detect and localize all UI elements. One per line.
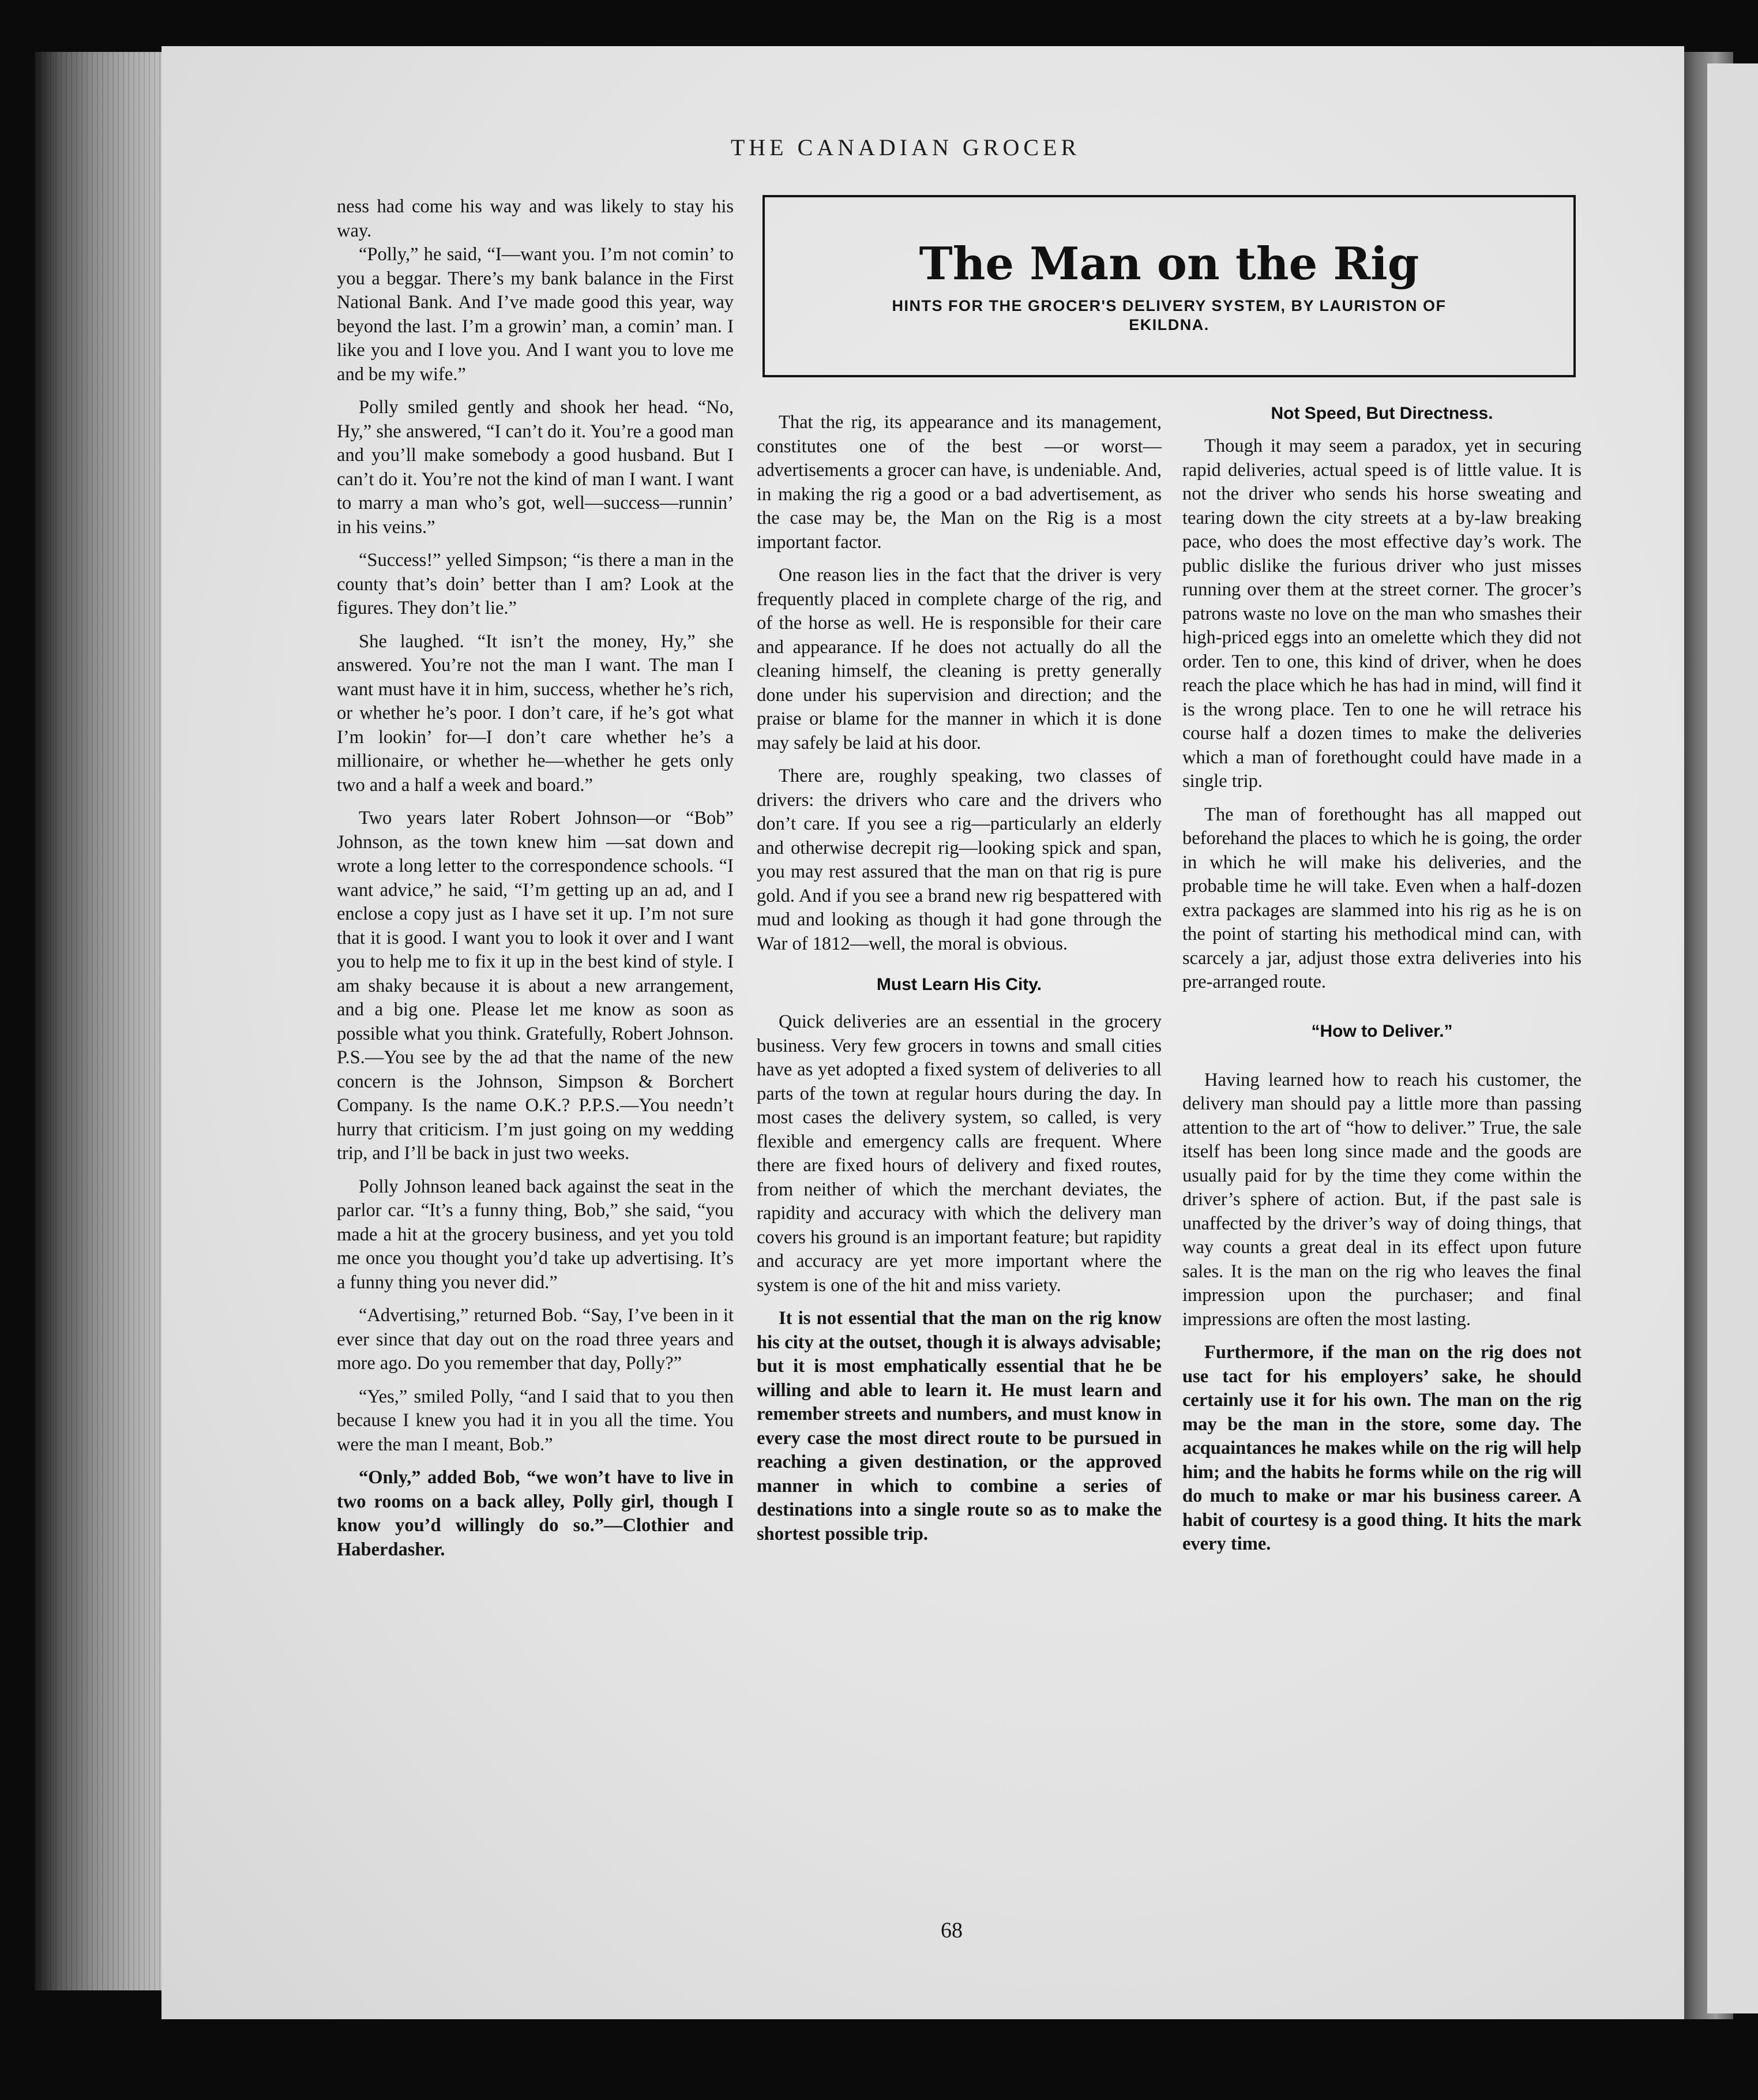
paragraph: She laughed. “It isn’t the money, Hy,” she answered. You’re not the man I want. The man I want must have it in him, success, whether he’s rich, or whether he’s poor. I don’t care, if he’s got what I’m lookin’ for—I don’t care whether he’s a millionaire, or whether he—whether he gets only two and a half a week and board.” xyxy=(337,631,734,796)
section-heading: Not Speed, But Directness. xyxy=(1271,404,1493,423)
paragraph: Polly smiled gently and shook her head. “No, Hy,” she answered, “I can’t do it. You’re a good man and you’ll make somebody a good husband. But I can’t do it. You’re not the kind of man I want. I want to marry a man who’s got, well—success—runnin’ in his veins.” xyxy=(337,397,734,538)
paragraph: The man of forethought has all mapped out beforehand the places to which he is going, the order in which he will make his deliveries, and the probable time he will take. Even when a half-dozen extra packages are slammed into his rig as he is on the point of starting his methodical mind can, with scarcely a jar, adjust those extra deliveries into his pre-arranged route. xyxy=(1182,804,1582,992)
paragraph: “Polly,” he said, “I—want you. I’m not comin’ to you a beggar. There’s my bank balance in the First National Bank. And I’ve made good this year, way beyond the last. I’m a growin’ man, a comin’ man. I like you and I love you. And I want you to love me and be my wife.” xyxy=(337,244,734,385)
paragraph: Having learned how to reach his customer, the delivery man should pay a little more than passing attention to the art of “how to deliver.” True, the sale itself has been long since made and the goods are usually paid for by the time they come within the driver’s sphere of action. But, if the past sale is unaffected by the driver’s way of doing things, that way counts a great deal in its effect upon future sales. It is the man on the rig who leaves the final impression upon the purchaser; and final impressions are often the most lasting. xyxy=(1182,1069,1582,1330)
article-title-box xyxy=(762,195,1576,377)
paragraph: ness had come his way and was likely to stay his way. xyxy=(337,196,734,241)
paragraph: One reason lies in the fact that the driver is very frequently placed in complete charge of the rig, and of the horse as well. He is responsible for their care and appearance. If he does not actually do all the cleaning himself, the cleaning is pretty generally done under his supervision and direction; and the praise or blame for the manner in which it is done may safely be laid at his door. xyxy=(757,565,1162,753)
paragraph: There are, roughly speaking, two classes of drivers: the drivers who care and the drivers who don’t care. If you see a rig—particularly an elderly and otherwise decrepit rig—looking spick and span, you may rest assured that the man on that rig is pure gold. And if you see a brand new rig bespattered with mud and looking as though it had gone through the War of 1812—well, the moral is obvious. xyxy=(757,766,1162,954)
paragraph: Furthermore, if the man on the rig does not use tact for his employers’ sake, he should certainly use it for his own. The man on the rig may be the man in the store, some day. The acquaintances he makes while on the rig will help him; and the habits he forms while on the rig will do much to make or mar his business career. A habit of courtesy is a good thing. It hits the mark every time. xyxy=(1182,1342,1582,1554)
column-2 xyxy=(757,411,1162,1546)
section-heading: Must Learn His City. xyxy=(876,975,1042,994)
page-number: 68 xyxy=(941,1918,963,1942)
article-subtitle: HINTS FOR THE GROCER'S DELIVERY SYSTEM, BY LAURISTON OF EKILDNA. xyxy=(892,297,1447,333)
next-page-edge xyxy=(1707,63,1758,2013)
paragraph: “Advertising,” returned Bob. “Say, I’ve been in it ever since that day out on the road three years and more ago. Do you remember that day, Polly?” xyxy=(337,1305,734,1374)
paragraph: “Success!” yelled Simpson; “is there a man in the county that’s doin’ better than I am? Look at the figures. They don’t lie.” xyxy=(337,550,734,618)
paragraph-closing: “Only,” added Bob, “we won’t have to live in two rooms on a back alley, Polly girl, though I know you’d willingly do so.”—Clothier and Haberdasher. xyxy=(337,1467,734,1560)
running-head: THE CANADIAN GROCER xyxy=(730,134,1081,160)
paragraph: That the rig, its appearance and its management, constitutes one of the best —or worst—advertisements a grocer can have, is undeniable. And, in making the rig a good or a bad advertisement, as the case may be, the Man on the Rig is a most important factor. xyxy=(757,412,1162,553)
column-3 xyxy=(1182,402,1582,1557)
paragraph: Two years later Robert Johnson—or “Bob” Johnson, as the town knew him —sat down and wrote a long letter to the correspondence schools. “I want advice,” he said, “I’m getting up an ad, and I enclose a copy just as I have set it up. I’m not sure that it is good. I want you to look it over and I want you to help me to fix it up in the best kind of style. I am shaky because it is about a new arrangement, and a big one. Please let me know as soon as possible what you think. Gratefully, Robert Johnson. P.S.—You see by the ad that the name of the new concern is the Johnson, Simpson & Borchert Company. Is the name O.K.? P.P.S.—You needn’t hurry that criticism. I’m just going on my wedding trip, and I’ll be back in just two weeks. xyxy=(337,808,734,1164)
paragraph: Quick deliveries are an essential in the grocery business. Very few grocers in towns and small cities have as yet adopted a fixed system of deliveries to all parts of the town at regular hours during the day. In most cases the delivery system, so called, is very flexible and emergency calls are frequent. Where there are fixed hours of delivery and fixed routes, from neither of which the merchant deviates, the rapidity and accuracy with which the delivery man covers his ground is an important feature; but rapidity and accuracy are yet more important where the system is one of the hit and miss variety. xyxy=(757,1011,1162,1296)
paragraph: “Yes,” smiled Polly, “and I said that to you then because I knew you had it in you all the time. You were the man I meant, Bob.” xyxy=(337,1386,734,1455)
paragraph: Polly Johnson leaned back against the seat in the parlor car. “It’s a funny thing, Bob,” she said, “you made a hit at the grocery business, and yet you told me once you thought you’d take up advertising. It’s a funny thing you never did.” xyxy=(337,1176,734,1293)
paragraph: It is not essential that the man on the rig know his city at the outset, though it is always advisable; but it is most emphatically essential that he be willing and able to learn it. He must learn and remember streets and numbers, and must know in every case the most direct route to be pursued in reaching a given destination, or the approved manner in which to combine a series of destinations into a single route so as to make the shortest possible trip. xyxy=(757,1308,1162,1544)
section-heading: “How to Deliver.” xyxy=(1311,1021,1453,1041)
paragraph: Though it may seem a paradox, yet in securing rapid deliveries, actual speed is of little value. It is not the driver who sends his horse sweating and tearing down the city streets at a by-law breaking pace, who does the most effective day’s work. The public dislike the furious driver who just misses running over them at the street corner. The grocer’s patrons waste no love on the man who smashes their high-priced eggs into an omelette which they did not order. Ten to one, this kind of driver, when he does reach the place which he has had in mind, will find it is the wrong place. Ten to one he will retrace his course half a dozen times to make the deliveries which a man of forethought could have made in a single trip. xyxy=(1182,436,1582,792)
book-spine-left xyxy=(35,52,167,1990)
column-1 xyxy=(337,195,734,1562)
article-title: The Man on the Rig xyxy=(919,238,1419,290)
